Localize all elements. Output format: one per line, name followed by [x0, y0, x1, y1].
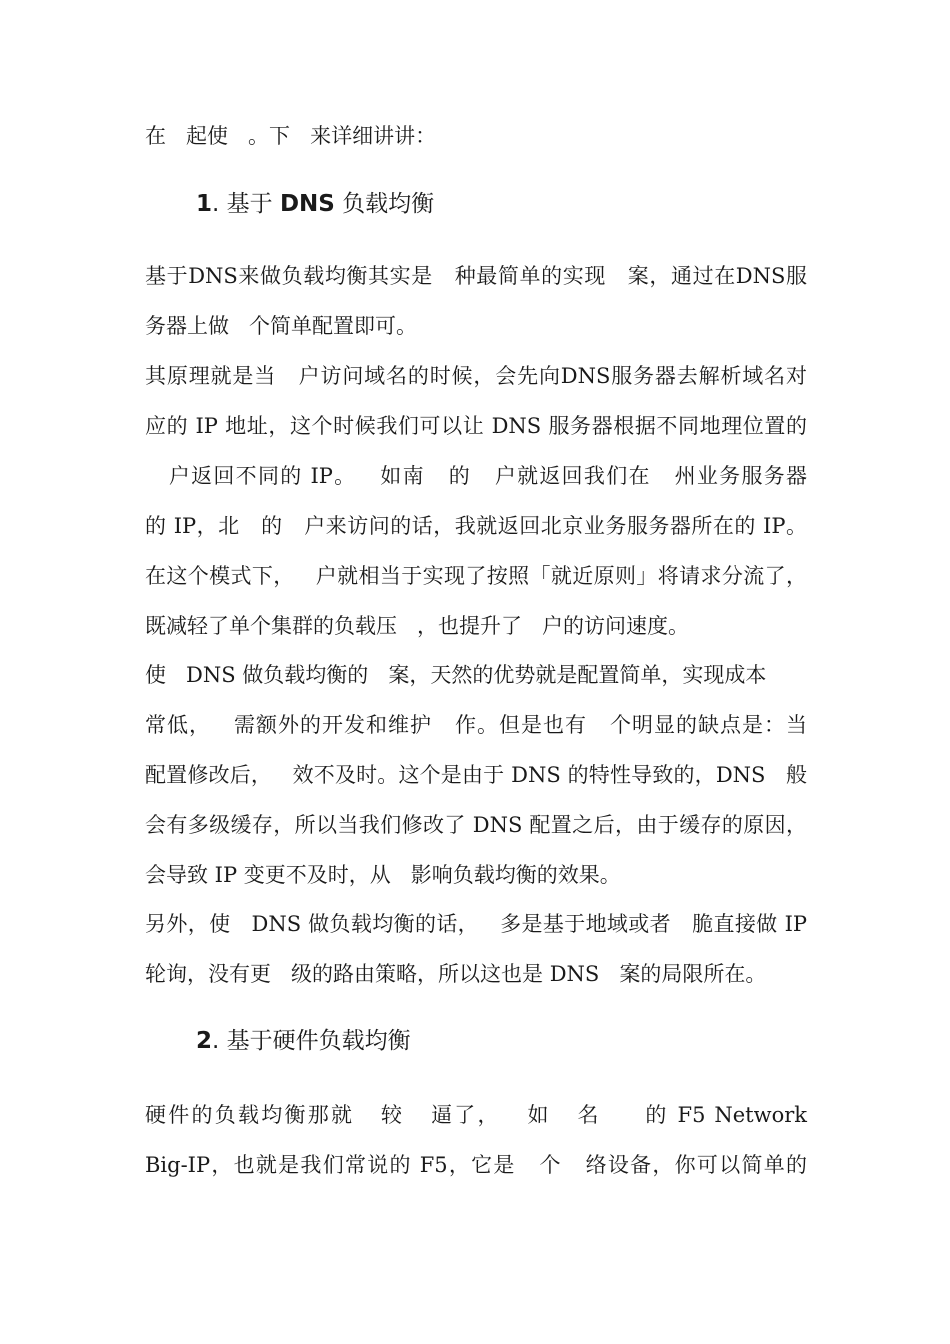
intro-line: 在 起使 。下 来详细讲讲： [145, 124, 437, 148]
section2-number: 2 [196, 1028, 213, 1054]
section1-line-4: 应的 IP 地址，这个时候我们可以让 DNS 服务器根据不同地理位置的 [145, 414, 807, 438]
section1-heading [196, 193, 434, 216]
section2-title: . 基于硬件负载均衡 [212, 1028, 411, 1054]
section1-line-8: 既减轻了单个集群的负载压 ，也提升了 户的访问速度。 [145, 614, 690, 638]
section1-title-bold: DNS [279, 191, 335, 217]
section1-line-3: 其原理就是当 户访问域名的时候，会先向DNS服务器去解析域名对 [145, 364, 807, 388]
section1-line-13: 会导致 IP 变更不及时，从 影响负载均衡的效果。 [145, 863, 621, 887]
section1-line-14: 另外，使 DNS 做负载均衡的话， 多是基于地域或者 脆直接做 IP [145, 912, 807, 936]
section1-line-2: 务器上做 个简单配置即可。 [145, 314, 418, 338]
section2-heading [196, 1030, 411, 1053]
section1-title-after: 负载均衡 [334, 191, 435, 217]
section1-line-15: 轮询，没有更 级的路由策略，所以这也是 DNS 案的局限所在。 [145, 962, 767, 986]
section1-line-11: 配置修改后， 效不及时。这个是由于 DNS 的特性导致的，DNS 般 [145, 763, 807, 787]
section1-line-10: 常低， 需额外的开发和维护 作。但是也有 个明显的缺点是：当 [145, 713, 807, 737]
section1-title-before: . 基于 [212, 191, 280, 217]
section1-line-7: 在这个模式下， 户就相当于实现了按照「就近原则」将请求分流了， [145, 564, 807, 588]
section1-line-1: 基于DNS来做负载均衡其实是 种最简单的实现 案，通过在DNS服 [145, 264, 807, 288]
section1-line-9: 使 DNS 做负载均衡的 案，天然的优势就是配置简单，实现成本 [145, 663, 767, 687]
section1-line-5: 户返回不同的 IP。 如南 的 户就返回我们在 州业务服务器 [145, 464, 807, 488]
section2-line-2: Big-IP，也就是我们常说的 F5，它是 个 络设备，你可以简单的 [145, 1153, 807, 1177]
section1-line-6: 的 IP，北 的 户来访问的话，我就返回北京业务服务器所在的 IP。 [145, 514, 807, 538]
section1-line-12: 会有多级缓存，所以当我们修改了 DNS 配置之后，由于缓存的原因， [145, 813, 807, 837]
section2-line-1: 硬件的负载均衡那就 较 逼了， 如 名 的 F5 Network [145, 1103, 807, 1127]
section1-number: 1 [196, 191, 213, 217]
